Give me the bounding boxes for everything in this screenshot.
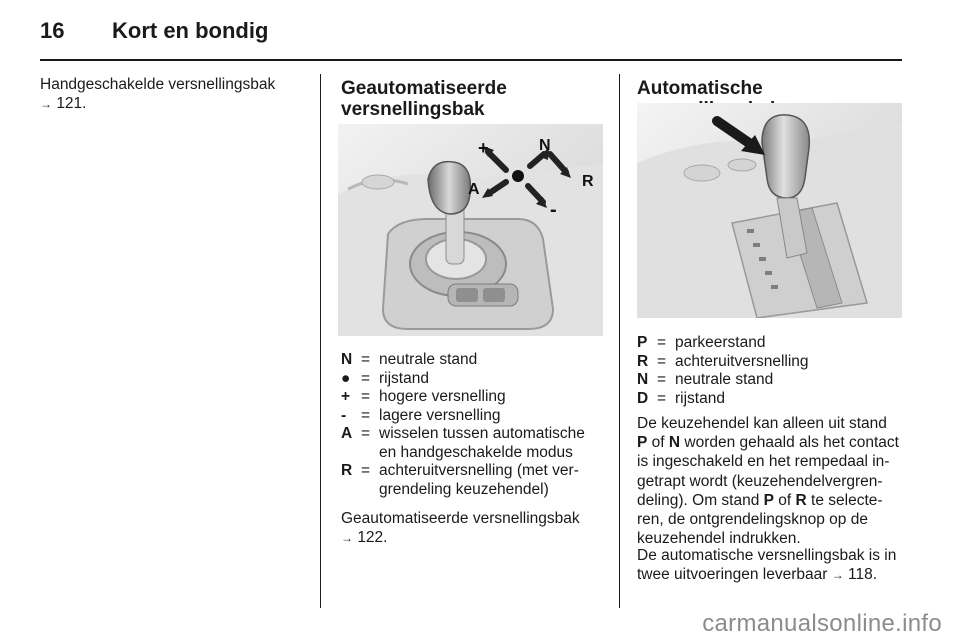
automated-gearbox-ref[interactable] [341, 528, 606, 548]
automatic-gearbox-figure [637, 103, 902, 318]
watermark: carmanualsonline.info [702, 610, 942, 637]
page-number: 16 [40, 18, 65, 43]
section-title-automated [341, 78, 606, 120]
legend-text-line-1: wisselen tussen automatische [379, 425, 585, 442]
text-span: worden gehaald als het contact [680, 434, 899, 452]
paragraph-line: keuzehendel indrukken. [637, 530, 801, 548]
page-title: Kort en bondig [112, 18, 269, 43]
legend-text: neutrale stand [675, 371, 774, 388]
page-ref-arrow-icon: → [831, 568, 844, 583]
automated-gearbox-illustration [338, 124, 603, 336]
section-title-line-2: versnellingsbak [341, 99, 485, 120]
legend-equals: = [361, 369, 371, 387]
header-rule [40, 59, 902, 61]
legend-text: neutrale stand [379, 351, 478, 368]
legend-equals: = [657, 334, 667, 351]
legend-symbol: N [637, 371, 649, 388]
bold-mode-p: P [637, 434, 648, 452]
automated-gearbox-legend [341, 351, 606, 499]
section-title-line-1: Geautomatiseerde [341, 78, 507, 99]
legend-symbol: - [341, 406, 347, 424]
legend-equals: = [361, 462, 371, 479]
label-r: R [582, 173, 594, 190]
section-title-automatic: Automatische [637, 78, 763, 99]
automatic-gearbox-illustration [637, 103, 902, 318]
legend-text [379, 462, 606, 499]
paragraph-line: ren, de ontgrendelingsknop op de [637, 511, 868, 529]
page-ref-number: 122. [357, 529, 388, 547]
legend-symbol: A [341, 425, 353, 442]
legend-row [341, 351, 606, 370]
legend-symbol: P [637, 334, 648, 351]
legend-symbol: D [637, 389, 649, 407]
legend-row [637, 334, 902, 353]
automatic-gearbox-ref[interactable] [832, 566, 877, 583]
legend-equals: = [361, 351, 371, 368]
legend-equals: = [361, 406, 371, 424]
automated-gearbox-figure [338, 124, 603, 336]
paragraph-line: De automatische versnellingsbak is in [637, 547, 897, 564]
legend-equals: = [361, 425, 371, 442]
paragraph-line [637, 565, 912, 585]
legend-symbol: ● [341, 369, 351, 387]
legend-row [341, 462, 606, 499]
legend-text-line-1: achteruitversnelling (met ver- [379, 462, 579, 479]
page-ref-arrow-icon: → [40, 96, 52, 111]
legend-text-line-2: grendeling keuzehendel) [379, 480, 549, 498]
manual-gearbox-text: Handgeschakelde versnellingsbak [40, 76, 276, 93]
column-1 [40, 76, 310, 113]
page-ref-arrow-icon: → [341, 531, 353, 546]
manual-gearbox-ref[interactable] [40, 95, 310, 114]
legend-equals: = [361, 388, 371, 405]
legend-symbol: R [341, 462, 353, 479]
page-ref-number: 118. [848, 566, 878, 584]
label-n: N [539, 137, 551, 154]
legend-text: lagere versnelling [379, 406, 501, 424]
label-plus: + [478, 138, 489, 158]
legend-symbol: + [341, 388, 351, 405]
page-header [40, 18, 902, 58]
paragraph-line: is ingeschakeld en het rempedaal in- [637, 453, 890, 471]
text-span: of [774, 491, 796, 509]
paragraph-line [637, 491, 907, 510]
paragraph-text: Geautomatiseerde versnellingsbak [341, 510, 580, 527]
paragraph-line: De keuzehendel kan alleen uit stand [637, 415, 887, 432]
legend-row [637, 390, 902, 409]
legend-row [341, 425, 606, 462]
bold-mode-n: N [668, 434, 681, 452]
legend-text [379, 425, 606, 462]
legend-equals: = [657, 389, 667, 407]
legend-text: parkeerstand [675, 334, 766, 351]
legend-text: hogere versnelling [379, 388, 506, 405]
legend-text: rijstand [379, 369, 429, 387]
bold-mode-r: R [795, 491, 807, 509]
label-minus: - [550, 199, 557, 221]
text-span: of [647, 434, 669, 452]
page-ref-number: 121. [56, 94, 87, 112]
paragraph-text: twee uitvoeringen leverbaar [637, 566, 828, 584]
column-divider-2 [619, 74, 620, 608]
paragraph-line: getrapt wordt (keuzehendelvergren- [637, 472, 883, 490]
legend-text: rijstand [675, 389, 725, 407]
column-divider-1 [320, 74, 321, 608]
legend-symbol: N [341, 351, 353, 368]
automatic-gearbox-paragraph-2 [637, 546, 912, 585]
text-span: te selecte- [806, 491, 883, 509]
legend-row [637, 371, 902, 390]
text-span: deling). Om stand [637, 491, 764, 509]
legend-text: achteruitversnelling [675, 352, 809, 370]
legend-row [637, 353, 902, 372]
column-2 [341, 76, 606, 120]
automatic-gearbox-legend [637, 334, 902, 408]
legend-symbol: R [637, 352, 649, 370]
automatic-gearbox-paragraph-1 [637, 414, 907, 548]
legend-equals: = [657, 371, 667, 388]
legend-text-line-2: en handgeschakelde modus [379, 443, 573, 461]
legend-row [341, 407, 606, 426]
automated-gearbox-paragraph [341, 509, 606, 548]
legend-row [341, 370, 606, 389]
label-a: A [468, 181, 480, 198]
legend-equals: = [657, 352, 667, 370]
bold-mode-p: P [763, 491, 774, 509]
legend-row [341, 388, 606, 407]
paragraph-line [637, 433, 907, 452]
